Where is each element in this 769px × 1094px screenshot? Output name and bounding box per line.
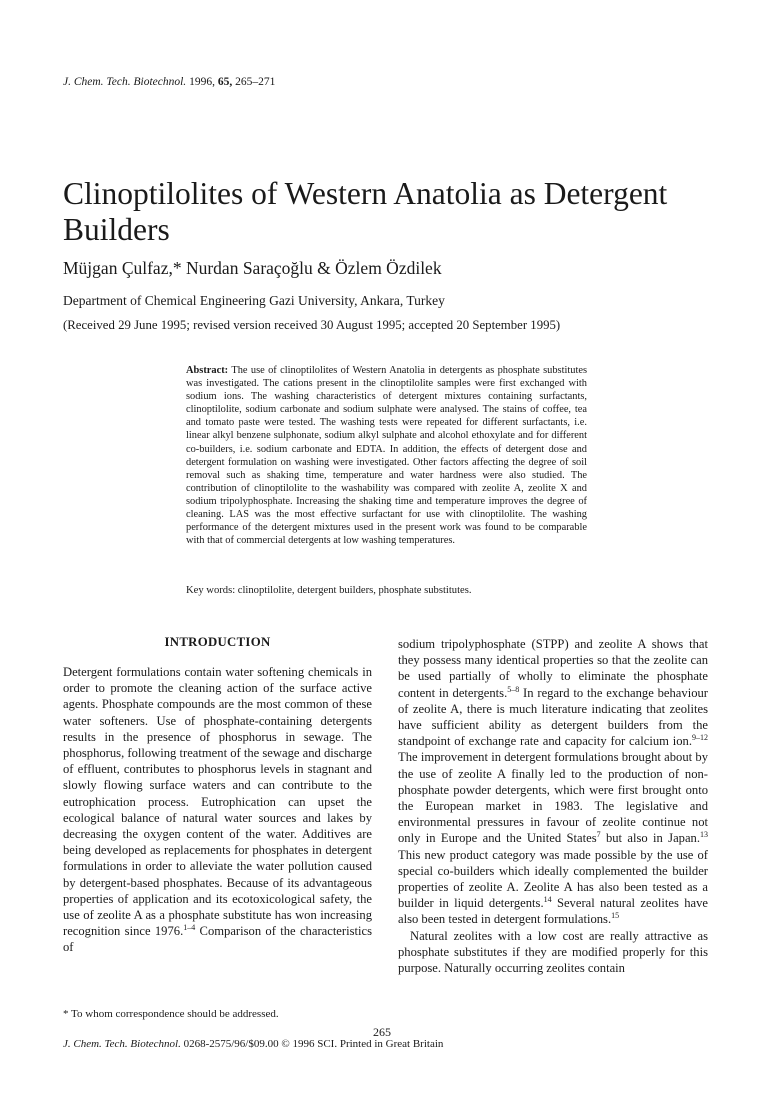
intro-paragraph-2: Natural zeolites with a low cost are really attractive as phosphate substitutes if they are modified properly for this purpose. Naturally occurring zeolites contain [398,928,708,976]
footer-info: 0268-2575/96/$09.00 © 1996 SCI. Printed in Great Britain [183,1038,444,1050]
paper-title: Clinoptilolites of Western Anatolia as Detergent Builders [63,176,668,247]
abstract [186,364,587,547]
journal-year: 1996, [189,76,215,88]
received-dates: (Received 29 June 1995; revised version received 30 August 1995; accepted 20 September 1995) [63,318,561,332]
journal-volume: 65, [217,76,233,88]
journal-name: J. Chem. Tech. Biotechnol. [63,76,187,88]
intro-paragraph-1-cont: sodium tripolyphosphate (STPP) and zeolite A shows that they possess many identical properties so that the zeolite can be used partially of wholly to eliminate the phosphate content in detergents.$^{5-8}$ In regard to the exchange behaviour of zeolite A, there is much literature indicating that zeolites have sufficient ability as detergent builders from the standpoint of exchange rate and capacity for calcium ion.$^{9-12}$ The improvement in detergent formulations brought about by the use of zeolite A finally led to the production of non-phosphate powder detergents, which were first brought onto the European market in 1983. The legislative and environmental pressures in favour of zeolite continue not only in Europe and the United States$^7$ but also in Japan.$^{13}$ This new product category was made possible by the use of special co-builders which ideally complemented the builder properties of zeolite A. Zeolite A has also been tested as a builder in liquid detergents.$^{14}$ Several natural zeolites have also been tested in detergent formulations.$^{15}$ [398,637,708,927]
footer-journal: J. Chem. Tech. Biotechnol. [63,1038,181,1050]
intro-paragraph-1: Detergent formulations contain water softening chemicals in order to promote the cleaning action of the surface active agents. Phosphate compounds are the most common of these water softeners. Use of phosphate-containing detergents results in the presence of phosphorus in sewage. The phosphorus, following treatment of the sewage and discharge of effluent, contributes to phosphorus levels in stagnant and slowly flowing surface waters and can contribute to the eutrophication process. Eutrophication can upset the ecological balance of natural water sources and lakes by decreasing the oxygen content of the water. Additives are being developed as replacements for phosphates in detergent formulations in order to alleviate the water pollution caused by detergent-based phosphates. Because of its advantageous properties of application and its ecotoxicological safety, the use of zeolite A as a phosphate substitute has won increasing recognition since 1976.$^{1-4}$ Comparison of the characteristics of [63,665,372,955]
keywords: Key words: clinoptilolite, detergent builders, phosphate substitutes. [186,585,472,596]
journal-pages: 265–271 [235,76,276,88]
affiliation: Department of Chemical Engineering Gazi University, Ankara, Turkey [63,293,445,308]
citation: 5–8 [507,684,520,694]
citation: 14 [543,895,552,905]
abstract-text: The use of clinoptilolites of Western Anatolia in detergents as phosphate substitutes was investigated. The cations present in the clinoptilolite samples were first exchanged with sodium ions. The washing characteristics of detergent mixtures containing surfactants, clinoptilolite, sodium carbonate and sodium sulphate were analysed. The stains of coffee, tea and tomato paste were tested. The washing tests were repeated for different surfactants, i.e. linear alkyl benzene sulphonate, sodium alkyl sulphate and alcohol ethoxylate and for different co-builders, i.e. sodium carbonate and EDTA. In addition, the effects of detergent dose and detergent formulation on washing were investigated. Other factors affecting the degree of soil removal such as shaking time, temperature and water hardness were also studied. The contribution of clinoptilolite to the washability was compared with zeolite A, zeolite X and sodium tripolyphosphate. Increasing the shaking time and temperature improves the degree of cleaning. LAS was the most effective surfactant for use with clinoptilolite. The washing performance of the detergent mixtures used in the present work was found to be comparable with that of commercial detergents at low washing temperatures. [186,365,587,547]
citation: 7 [596,830,601,840]
citation: 9–12 [692,733,708,743]
body-column-left [63,664,372,956]
page-footer [63,1038,443,1050]
citation: 13 [700,830,708,840]
citation: 1–4 [183,923,196,933]
abstract-label: Abstract: [186,365,229,376]
author-list: Müjgan Çulfaz,* Nurdan Saraçoğlu & Özlem Özdilek [63,258,442,278]
page-number: 265 [373,1025,391,1039]
citation: 15 [611,911,620,921]
body-column-right [398,636,708,976]
footnote: * To whom correspondence should be addressed. [63,1008,279,1020]
section-heading-introduction: INTRODUCTION [164,635,271,649]
journal-header [63,76,275,88]
